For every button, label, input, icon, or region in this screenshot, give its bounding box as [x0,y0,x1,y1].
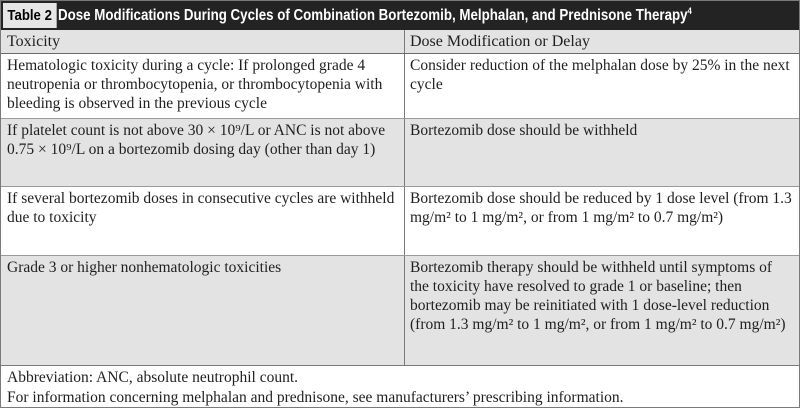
modification-cell: Bortezomib dose should be reduced by 1 dose level (from 1.3 mg/m² to 1 mg/m², or from 1 mg/m² to 0.7 mg/m²) [404,187,799,255]
table-title [58,6,692,25]
footnote-abbreviation: Abbreviation: ANC, absolute neutrophil count. [7,369,299,386]
table-header-row [1,30,799,53]
table-row [1,187,799,255]
table-row [1,256,799,365]
table-title-text: Dose Modifications During Cycles of Combination Bortezomib, Melphalan, and Prednisone Therapy [57,7,688,24]
toxicity-cell: If platelet count is not above 30 × 10⁹/L or ANC is not above 0.75 × 10⁹/L on a bortezomib dosing day (other than day 1) [7,122,386,158]
table-footnotes [1,365,799,407]
table-row [1,119,799,186]
column-header-toxicity: Toxicity [7,33,61,50]
title-reference-superscript: 4 [687,6,692,16]
table-number-label: Table 2 [3,3,56,28]
table-title-bar [1,1,799,30]
modification-cell: Consider reduction of the melphalan dose by 25% in the next cycle [404,54,799,118]
modification-cell: Bortezomib dose should be withheld [404,119,799,186]
toxicity-cell: If several bortezomib doses in consecutive cycles are withheld due to toxicity [7,190,395,226]
toxicity-cell: Grade 3 or higher nonhematologic toxicities [7,259,282,276]
footnote-information: For information concerning melphalan and prednisone, see manufacturers’ prescribing information. [7,388,624,406]
column-header-modification: Dose Modification or Delay [404,30,799,53]
toxicity-cell: Hematologic toxicity during a cycle: If prolonged grade 4 neutropenia or thrombocytopenia, or thrombocytopenia with bleeding is observed in the previous cycle [7,57,383,112]
modification-cell: Bortezomib therapy should be withheld until symptoms of the toxicity have resolved to grade 1 or baseline; then bortezomib may be reinitiated with 1 dose-level reduction (from 1.3 mg/m² to 1 mg/m², or from 1 mg/m² to 0.7 mg/m²) [404,256,799,365]
table-row [1,54,799,118]
